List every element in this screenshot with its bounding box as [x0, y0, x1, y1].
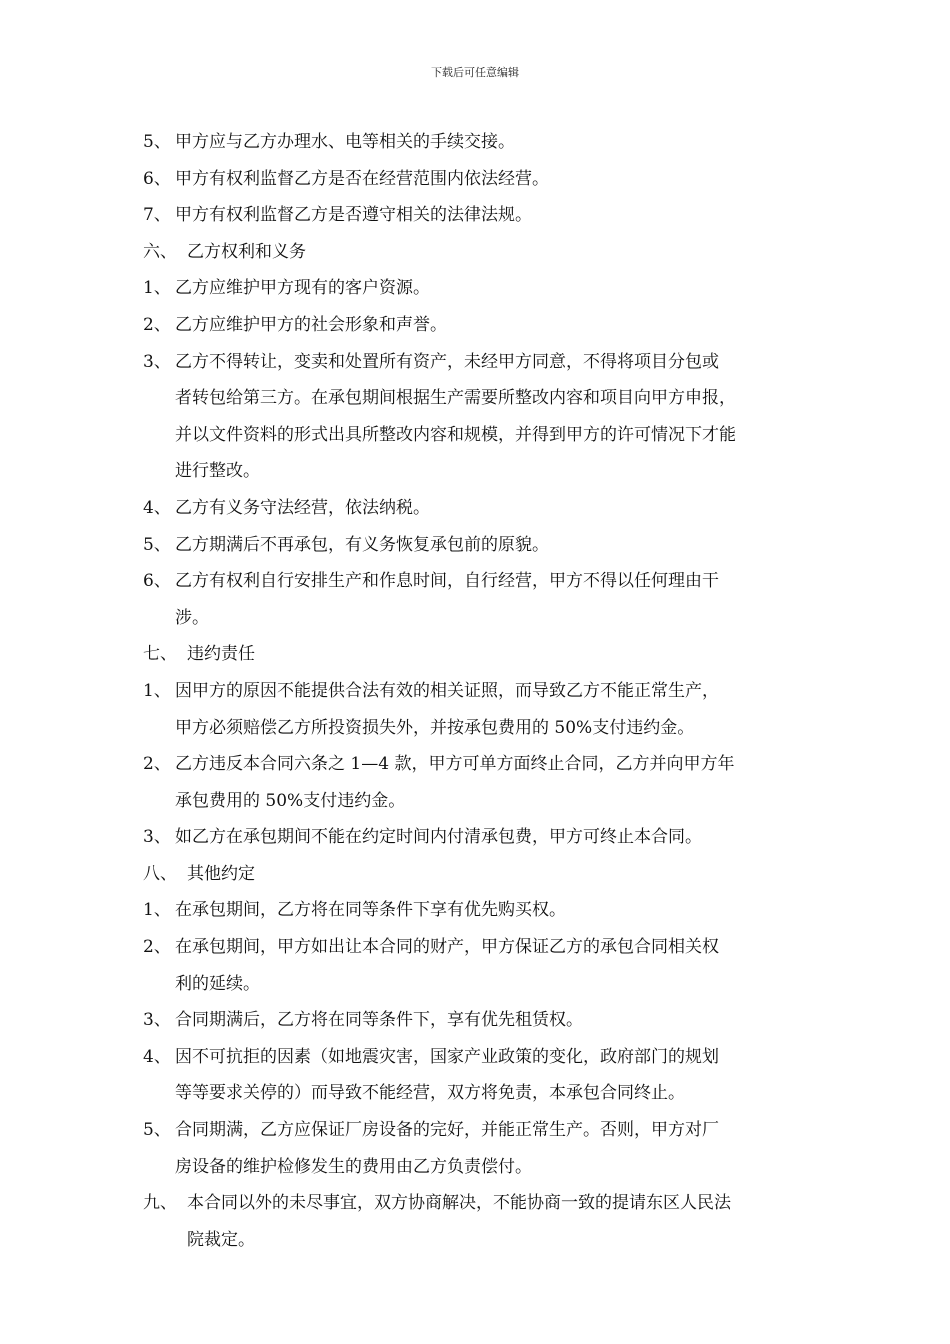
clause-item — [143, 1002, 813, 1039]
section-heading — [143, 856, 813, 893]
clause-item — [143, 344, 813, 490]
clause-item — [143, 307, 813, 344]
clause-text-line: 甲方有权利监督乙方是否在经营范围内依法经营。 — [175, 168, 549, 189]
clause-number: 5、 — [143, 534, 171, 555]
clause-number: 4、 — [143, 497, 171, 518]
clause-text-line: 如乙方在承包期间不能在约定时间内付清承包费，甲方可终止本合同。 — [175, 827, 702, 848]
clause-number: 3、 — [143, 351, 171, 372]
clause-text-line: 承包费用的 50%支付违约金。 — [175, 790, 406, 811]
clause-item — [143, 892, 813, 929]
document-body — [143, 124, 813, 1258]
clause-text-line: 在承包期间，甲方如出让本合同的财产，甲方保证乙方的承包合同相关权 — [175, 937, 719, 958]
section-number: 七、 — [143, 644, 177, 665]
clause-number: 6、 — [143, 168, 171, 189]
clause-text-line: 等等要求关停的）而导致不能经营，双方将免责，本承包合同终止。 — [175, 1083, 685, 1104]
clause-number: 1、 — [143, 900, 171, 921]
clause-text-line: 在承包期间，乙方将在同等条件下享有优先购买权。 — [175, 900, 566, 921]
clause-number: 2、 — [143, 314, 171, 335]
section-title-line: 本合同以外的未尽事宜，双方协商解决，不能协商一致的提请东区人民法 — [187, 1193, 731, 1214]
clause-text-line: 甲方应与乙方办理水、电等相关的手续交接。 — [175, 132, 515, 152]
clause-text-line: 乙方违反本合同六条之 1—4 款，甲方可单方面终止合同，乙方并向甲方年 — [175, 754, 735, 775]
section-number: 九、 — [143, 1193, 177, 1214]
clause-number: 1、 — [143, 278, 171, 299]
section-heading — [143, 1185, 813, 1258]
section-number: 八、 — [143, 863, 177, 884]
section-title-line: 乙方权利和义务 — [187, 241, 306, 262]
clause-number: 5、 — [143, 132, 171, 152]
clause-text-line: 乙方应维护甲方现有的客户资源。 — [175, 278, 430, 299]
clause-item — [143, 819, 813, 856]
section-heading — [143, 234, 813, 271]
clause-item — [143, 1112, 813, 1185]
clause-item — [143, 490, 813, 527]
clause-item — [143, 527, 813, 564]
clause-text-line: 进行整改。 — [175, 461, 260, 482]
clause-text-line: 合同期满，乙方应保证厂房设备的完好，并能正常生产。否则，甲方对厂 — [175, 1120, 719, 1141]
clause-item — [143, 161, 813, 198]
page-header: 下载后可任意编辑 — [431, 66, 519, 79]
clause-item — [143, 673, 813, 746]
clause-item — [143, 270, 813, 307]
section-title-line: 其他约定 — [187, 863, 255, 884]
clause-item — [143, 746, 813, 819]
clause-text-line: 利的延续。 — [175, 973, 260, 994]
clause-item — [143, 1039, 813, 1112]
clause-text-line: 甲方有权利监督乙方是否遵守相关的法律法规。 — [175, 205, 532, 226]
section-number: 六、 — [143, 241, 177, 262]
clause-text-line: 并以文件资料的形式出具所整改内容和规模，并得到甲方的许可情况下才能 — [175, 424, 736, 445]
clause-text-line: 乙方不得转让，变卖和处置所有资产，未经甲方同意，不得将项目分包或 — [175, 351, 719, 372]
clause-number: 5、 — [143, 1120, 171, 1141]
clause-number: 2、 — [143, 937, 171, 958]
clause-text-line: 甲方必须赔偿乙方所投资损失外，并按承包费用的 50%支付违约金。 — [175, 717, 695, 738]
clause-text-line: 合同期满后，乙方将在同等条件下，享有优先租赁权。 — [175, 1010, 583, 1031]
clause-item — [143, 124, 813, 161]
clause-number: 4、 — [143, 1046, 171, 1067]
clause-number: 1、 — [143, 680, 171, 701]
clause-item — [143, 197, 813, 234]
clause-number: 6、 — [143, 571, 171, 592]
clause-text-line: 乙方应维护甲方的社会形象和声誉。 — [175, 314, 447, 335]
clause-text-line: 乙方期满后不再承包，有义务恢复承包前的原貌。 — [175, 534, 549, 555]
clause-item — [143, 563, 813, 636]
clause-number: 7、 — [143, 205, 171, 226]
clause-text-line: 乙方有权利自行安排生产和作息时间，自行经营，甲方不得以任何理由干 — [175, 571, 719, 592]
clause-number: 2、 — [143, 754, 171, 775]
section-heading — [143, 636, 813, 673]
clause-text-line: 因不可抗拒的因素（如地震灾害，国家产业政策的变化，政府部门的规划 — [175, 1046, 719, 1067]
clause-text-line: 者转包给第三方。在承包期间根据生产需要所整改内容和项目向甲方申报， — [175, 388, 736, 409]
clause-text-line: 因甲方的原因不能提供合法有效的相关证照，而导致乙方不能正常生产， — [175, 680, 719, 701]
clause-text-line: 房设备的维护检修发生的费用由乙方负责偿付。 — [175, 1156, 532, 1177]
clause-text-line: 涉。 — [175, 607, 209, 628]
clause-number: 3、 — [143, 1010, 171, 1031]
clause-number: 3、 — [143, 827, 171, 848]
clause-text-line: 乙方有义务守法经营，依法纳税。 — [175, 497, 430, 518]
section-title-line: 违约责任 — [187, 644, 255, 665]
section-title-line: 院裁定。 — [187, 1229, 255, 1250]
clause-item — [143, 929, 813, 1002]
